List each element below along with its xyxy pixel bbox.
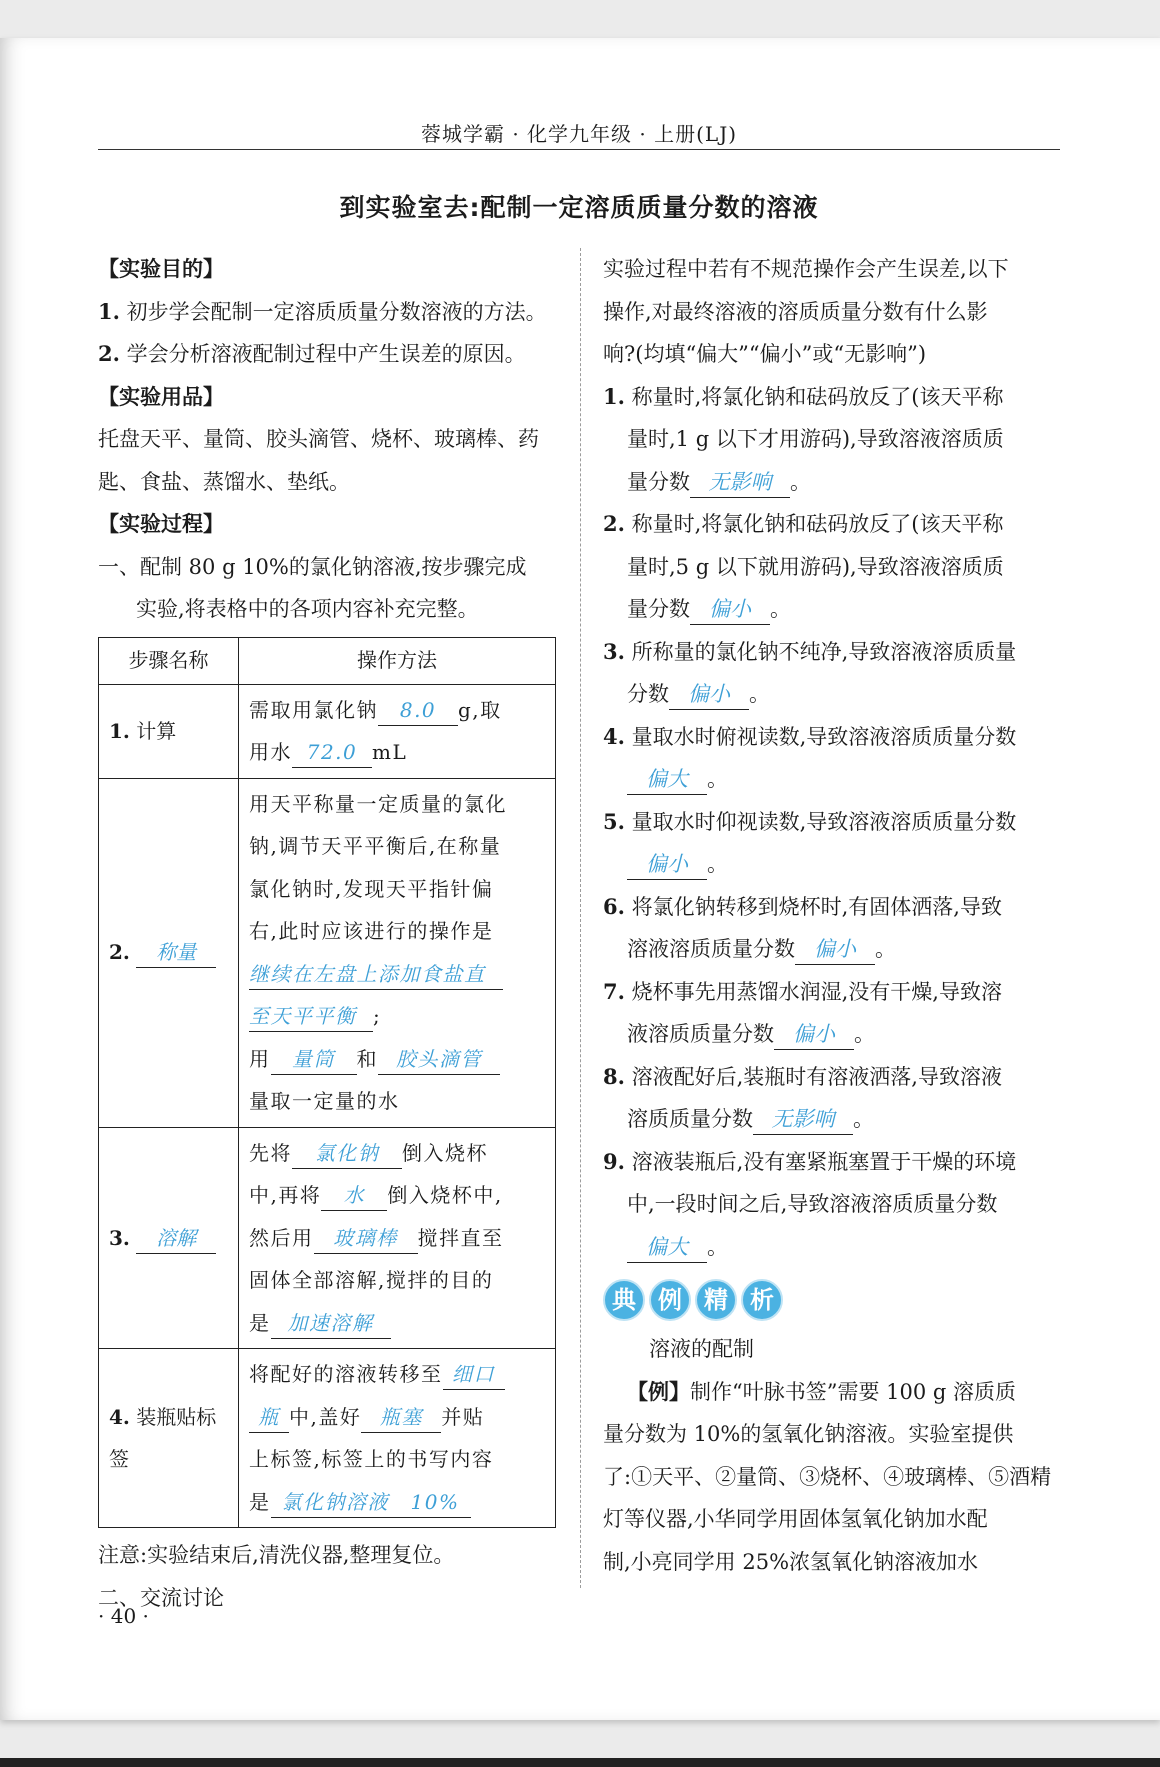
question-num: 7. (603, 978, 625, 1004)
text: 。 (707, 767, 728, 791)
question-5 (603, 801, 1061, 844)
question-num: 3. (603, 638, 625, 664)
text: 中,盖好 (289, 1404, 362, 1429)
table-row (99, 1127, 556, 1349)
text: 固体全部溶解,搅拌的目的 (249, 1268, 494, 1292)
answer-line (603, 673, 1061, 716)
text: 量时,1 g 以下才用游码),导致溶液溶质质 (627, 427, 1004, 451)
step-name-1 (99, 684, 239, 778)
text: 。 (707, 1234, 728, 1259)
note-line: 注意:实验结束后,清洗仪器,整理复位。 (98, 1543, 455, 1567)
question-2 (603, 503, 1061, 546)
text: 溶液溶质质量分数 (627, 937, 795, 961)
question-3 (603, 631, 1061, 674)
header-method: 操作方法 (239, 637, 556, 684)
step-num-1: 1. (109, 718, 130, 743)
question-num: 9. (603, 1148, 625, 1174)
table-row (99, 778, 556, 1127)
question-7 (603, 971, 1061, 1014)
table-header-row (99, 637, 556, 684)
text: 需取用氯化钠 (249, 697, 378, 722)
answer-line (603, 843, 1061, 886)
answer-blank[interactable]: 偏小 (627, 849, 707, 880)
answer-blank[interactable]: 胶头滴管 (378, 1044, 500, 1075)
purpose-num-1: 1. (98, 298, 120, 324)
column-divider (580, 248, 581, 1588)
question-num: 8. (603, 1063, 625, 1089)
text: 中,再将 (249, 1183, 322, 1207)
answer-blank[interactable]: 玻璃棒 (314, 1223, 418, 1254)
answer-blank[interactable]: 8.0 (378, 695, 458, 726)
answer-blank[interactable]: 继续在左盘上添加食盐直 (249, 959, 503, 990)
text: 溶液装瓶后,没有塞紧瓶塞置于干燥的环境 (631, 1149, 1017, 1174)
purpose-num-2: 2. (98, 341, 120, 366)
step-method-2 (239, 778, 556, 1127)
text: 是 (249, 1310, 271, 1335)
answer-blank[interactable]: 偏小 (774, 1019, 854, 1050)
answer-line (603, 461, 1061, 504)
section-badge (603, 1268, 1061, 1328)
answer-blank[interactable]: 偏大 (627, 764, 707, 795)
question-6 (603, 886, 1061, 929)
purpose-item-1 (98, 291, 558, 334)
text: 是 (249, 1489, 271, 1514)
answer-blank[interactable]: 偏小 (795, 934, 875, 965)
text: ; (373, 1004, 382, 1028)
text: 上标签,标签上的书写内容 (249, 1447, 494, 1471)
answer-line (603, 588, 1061, 631)
discussion-heading: 二、交流讨论 (98, 1585, 224, 1610)
step-method-4 (239, 1349, 556, 1528)
purpose-text-1: 初步学会配制一定溶质质量分数溶液的方法。 (126, 299, 547, 324)
table-row (99, 1349, 556, 1528)
badge-char: 例 (649, 1279, 691, 1321)
step-method-1 (239, 684, 556, 778)
intro-line-2: 操作,对最终溶液的溶质质量分数有什么影 (603, 299, 988, 324)
answer-blank[interactable]: 称量 (136, 937, 216, 968)
step-name-4 (99, 1349, 239, 1528)
supplies-line-1: 托盘天平、量筒、胶头滴管、烧杯、玻璃棒、药 (98, 427, 539, 451)
header-step: 步骤名称 (99, 637, 239, 684)
left-column (98, 248, 558, 1619)
question-9 (603, 1141, 1061, 1184)
step-num-3: 3. (109, 1225, 130, 1250)
text: 和 (356, 1046, 378, 1071)
badge-char: 精 (695, 1279, 737, 1321)
answer-blank[interactable]: 水 (321, 1180, 387, 1211)
page-title: 到实验室去:配制一定溶质质量分数的溶液 (339, 193, 819, 222)
badge-char: 典 (603, 1279, 645, 1321)
text: 用水 (249, 740, 292, 764)
step-num-2: 2. (109, 940, 130, 965)
step-num-4: 4. (109, 1404, 130, 1429)
text: 然后用 (249, 1225, 314, 1250)
bottom-bar (0, 1758, 1160, 1767)
text: 烧杯事先用蒸馏水润湿,没有干燥,导致溶 (631, 979, 1002, 1004)
answer-blank[interactable]: 偏小 (690, 594, 770, 625)
process-line-1: 一、配制 80 g 10%的氯化钠溶液,按步骤完成 (98, 554, 527, 579)
supplies-heading: 【实验用品】 (98, 384, 224, 409)
text: 签 (109, 1447, 129, 1471)
text: 。 (770, 597, 791, 621)
question-num: 4. (603, 723, 625, 749)
answer-blank[interactable]: 瓶 (249, 1402, 289, 1433)
step-label-1: 计算 (136, 718, 177, 743)
text: 称量时,将氯化钠和砝码放反了(该天平称 (631, 384, 1004, 409)
text: 用 (249, 1046, 271, 1071)
text: 钠,调节天平平衡后,在称量 (249, 834, 502, 858)
text: 量分数 (627, 597, 690, 621)
text: 液溶质质量分数 (627, 1022, 774, 1046)
answer-blank[interactable]: 氯化钠溶液 10% (271, 1487, 471, 1518)
text: 量取水时仰视读数,导致溶液溶质质量分数 (631, 809, 1017, 834)
table-row (99, 684, 556, 778)
text: 量取一定量的水 (249, 1089, 400, 1113)
text: 。 (875, 937, 896, 961)
text: 。 (749, 682, 770, 706)
answer-blank[interactable]: 偏小 (669, 679, 749, 710)
running-head: 蓉城学霸 · 化学九年级 · 上册(LJ) (420, 122, 738, 146)
answer-blank[interactable]: 细口 (443, 1359, 505, 1390)
text: 将氯化钠转移到烧杯时,有固体洒落,导致 (631, 894, 1002, 919)
header-rule (98, 149, 1060, 150)
intro-line-3: 响?(均填“偏大”“偏小”或“无影响”) (603, 342, 927, 366)
process-line-2: 实验,将表格中的各项内容补充完整。 (136, 597, 479, 621)
text: 分数 (627, 682, 669, 706)
text: 。 (790, 469, 811, 494)
answer-line (603, 1098, 1061, 1141)
answer-line (603, 1013, 1061, 1056)
text: 溶质质量分数 (627, 1107, 753, 1131)
text: 制作“叶脉书签”需要 100 g 溶质质 (690, 1379, 1017, 1404)
answer-blank[interactable]: 瓶塞 (361, 1402, 441, 1433)
example-line-1 (603, 1371, 1061, 1414)
text: 。 (854, 1022, 875, 1046)
example-subheading: 溶液的配制 (649, 1337, 754, 1361)
example-line-4: 灯等仪器,小华同学用固体氢氧化钠加水配 (603, 1507, 988, 1531)
text: 用天平称量一定质量的氯化 (249, 791, 507, 816)
text: 所称量的氯化钠不纯净,导致溶液溶质质量 (631, 639, 1017, 664)
text: 量时,5 g 以下就用游码),导致溶液溶质质 (627, 554, 1004, 579)
answer-blank[interactable]: 氯化钠 (292, 1138, 402, 1169)
text: 并贴 (441, 1404, 485, 1429)
supplies-line-2: 匙、食盐、蒸馏水、垫纸。 (98, 469, 350, 494)
purpose-text-2: 学会分析溶液配制过程中产生误差的原因。 (126, 342, 526, 366)
question-num: 1. (603, 383, 625, 409)
text: 倒入烧杯中, (387, 1183, 503, 1207)
answer-line (603, 928, 1061, 971)
right-column (603, 248, 1061, 1583)
text: 将配好的溶液转移至 (249, 1362, 443, 1386)
steps-table (98, 637, 556, 1529)
text: 量取水时俯视读数,导致溶液溶质质量分数 (631, 724, 1017, 749)
text: 先将 (249, 1140, 292, 1165)
text: 搅拌直至 (417, 1225, 504, 1250)
text: g,取 (458, 697, 502, 722)
process-heading: 【实验过程】 (98, 512, 224, 536)
text: mL (372, 740, 408, 764)
text: 。 (707, 852, 728, 876)
question-1 (603, 376, 1061, 419)
text: 量分数 (627, 469, 690, 494)
answer-blank[interactable]: 偏大 (627, 1232, 707, 1263)
question-4 (603, 716, 1061, 759)
example-line-3: 了:①天平、②量筒、③烧杯、④玻璃棒、⑤酒精 (603, 1464, 1052, 1489)
question-num: 5. (603, 808, 625, 834)
purpose-heading: 【实验目的】 (98, 257, 224, 281)
badge-char: 析 (741, 1279, 783, 1321)
answer-blank[interactable]: 至天平平衡 (249, 1001, 373, 1032)
answer-blank[interactable]: 72.0 (292, 737, 372, 768)
answer-line (603, 1226, 1061, 1269)
answer-blank[interactable]: 量筒 (271, 1044, 357, 1075)
text: 装瓶贴标 (136, 1404, 217, 1429)
text: 中,一段时间之后,导致溶液溶质质量分数 (627, 1192, 998, 1216)
answer-line (603, 758, 1061, 801)
example-line-2: 量分数为 10%的氢氧化钠溶液。实验室提供 (603, 1422, 1014, 1446)
answer-blank[interactable]: 无影响 (690, 467, 790, 498)
question-num: 2. (603, 511, 625, 536)
question-8 (603, 1056, 1061, 1099)
answer-blank[interactable]: 加速溶解 (271, 1308, 391, 1339)
answer-blank[interactable]: 溶解 (136, 1223, 216, 1254)
text: 倒入烧杯 (402, 1140, 488, 1165)
text: 。 (853, 1107, 874, 1131)
text: 溶液配好后,装瓶时有溶液洒落,导致溶液 (631, 1064, 1002, 1089)
question-num: 6. (603, 893, 625, 919)
purpose-item-2 (98, 333, 558, 376)
text: 称量时,将氯化钠和砝码放反了(该天平称 (631, 512, 1004, 536)
step-method-3 (239, 1127, 556, 1349)
text: 右,此时应该进行的操作是 (249, 919, 494, 943)
step-name-3 (99, 1127, 239, 1349)
text: 氯化钠时,发现天平指针偏 (249, 876, 494, 901)
example-line-5: 制,小亮同学用 25%浓氢氧化钠溶液加水 (603, 1549, 979, 1574)
answer-blank[interactable]: 无影响 (753, 1104, 853, 1135)
page-number: · 40 · (98, 1604, 149, 1628)
intro-line-1: 实验过程中若有不规范操作会产生误差,以下 (603, 257, 1009, 281)
step-name-2 (99, 778, 239, 1127)
example-label: 【例】 (627, 1379, 690, 1404)
